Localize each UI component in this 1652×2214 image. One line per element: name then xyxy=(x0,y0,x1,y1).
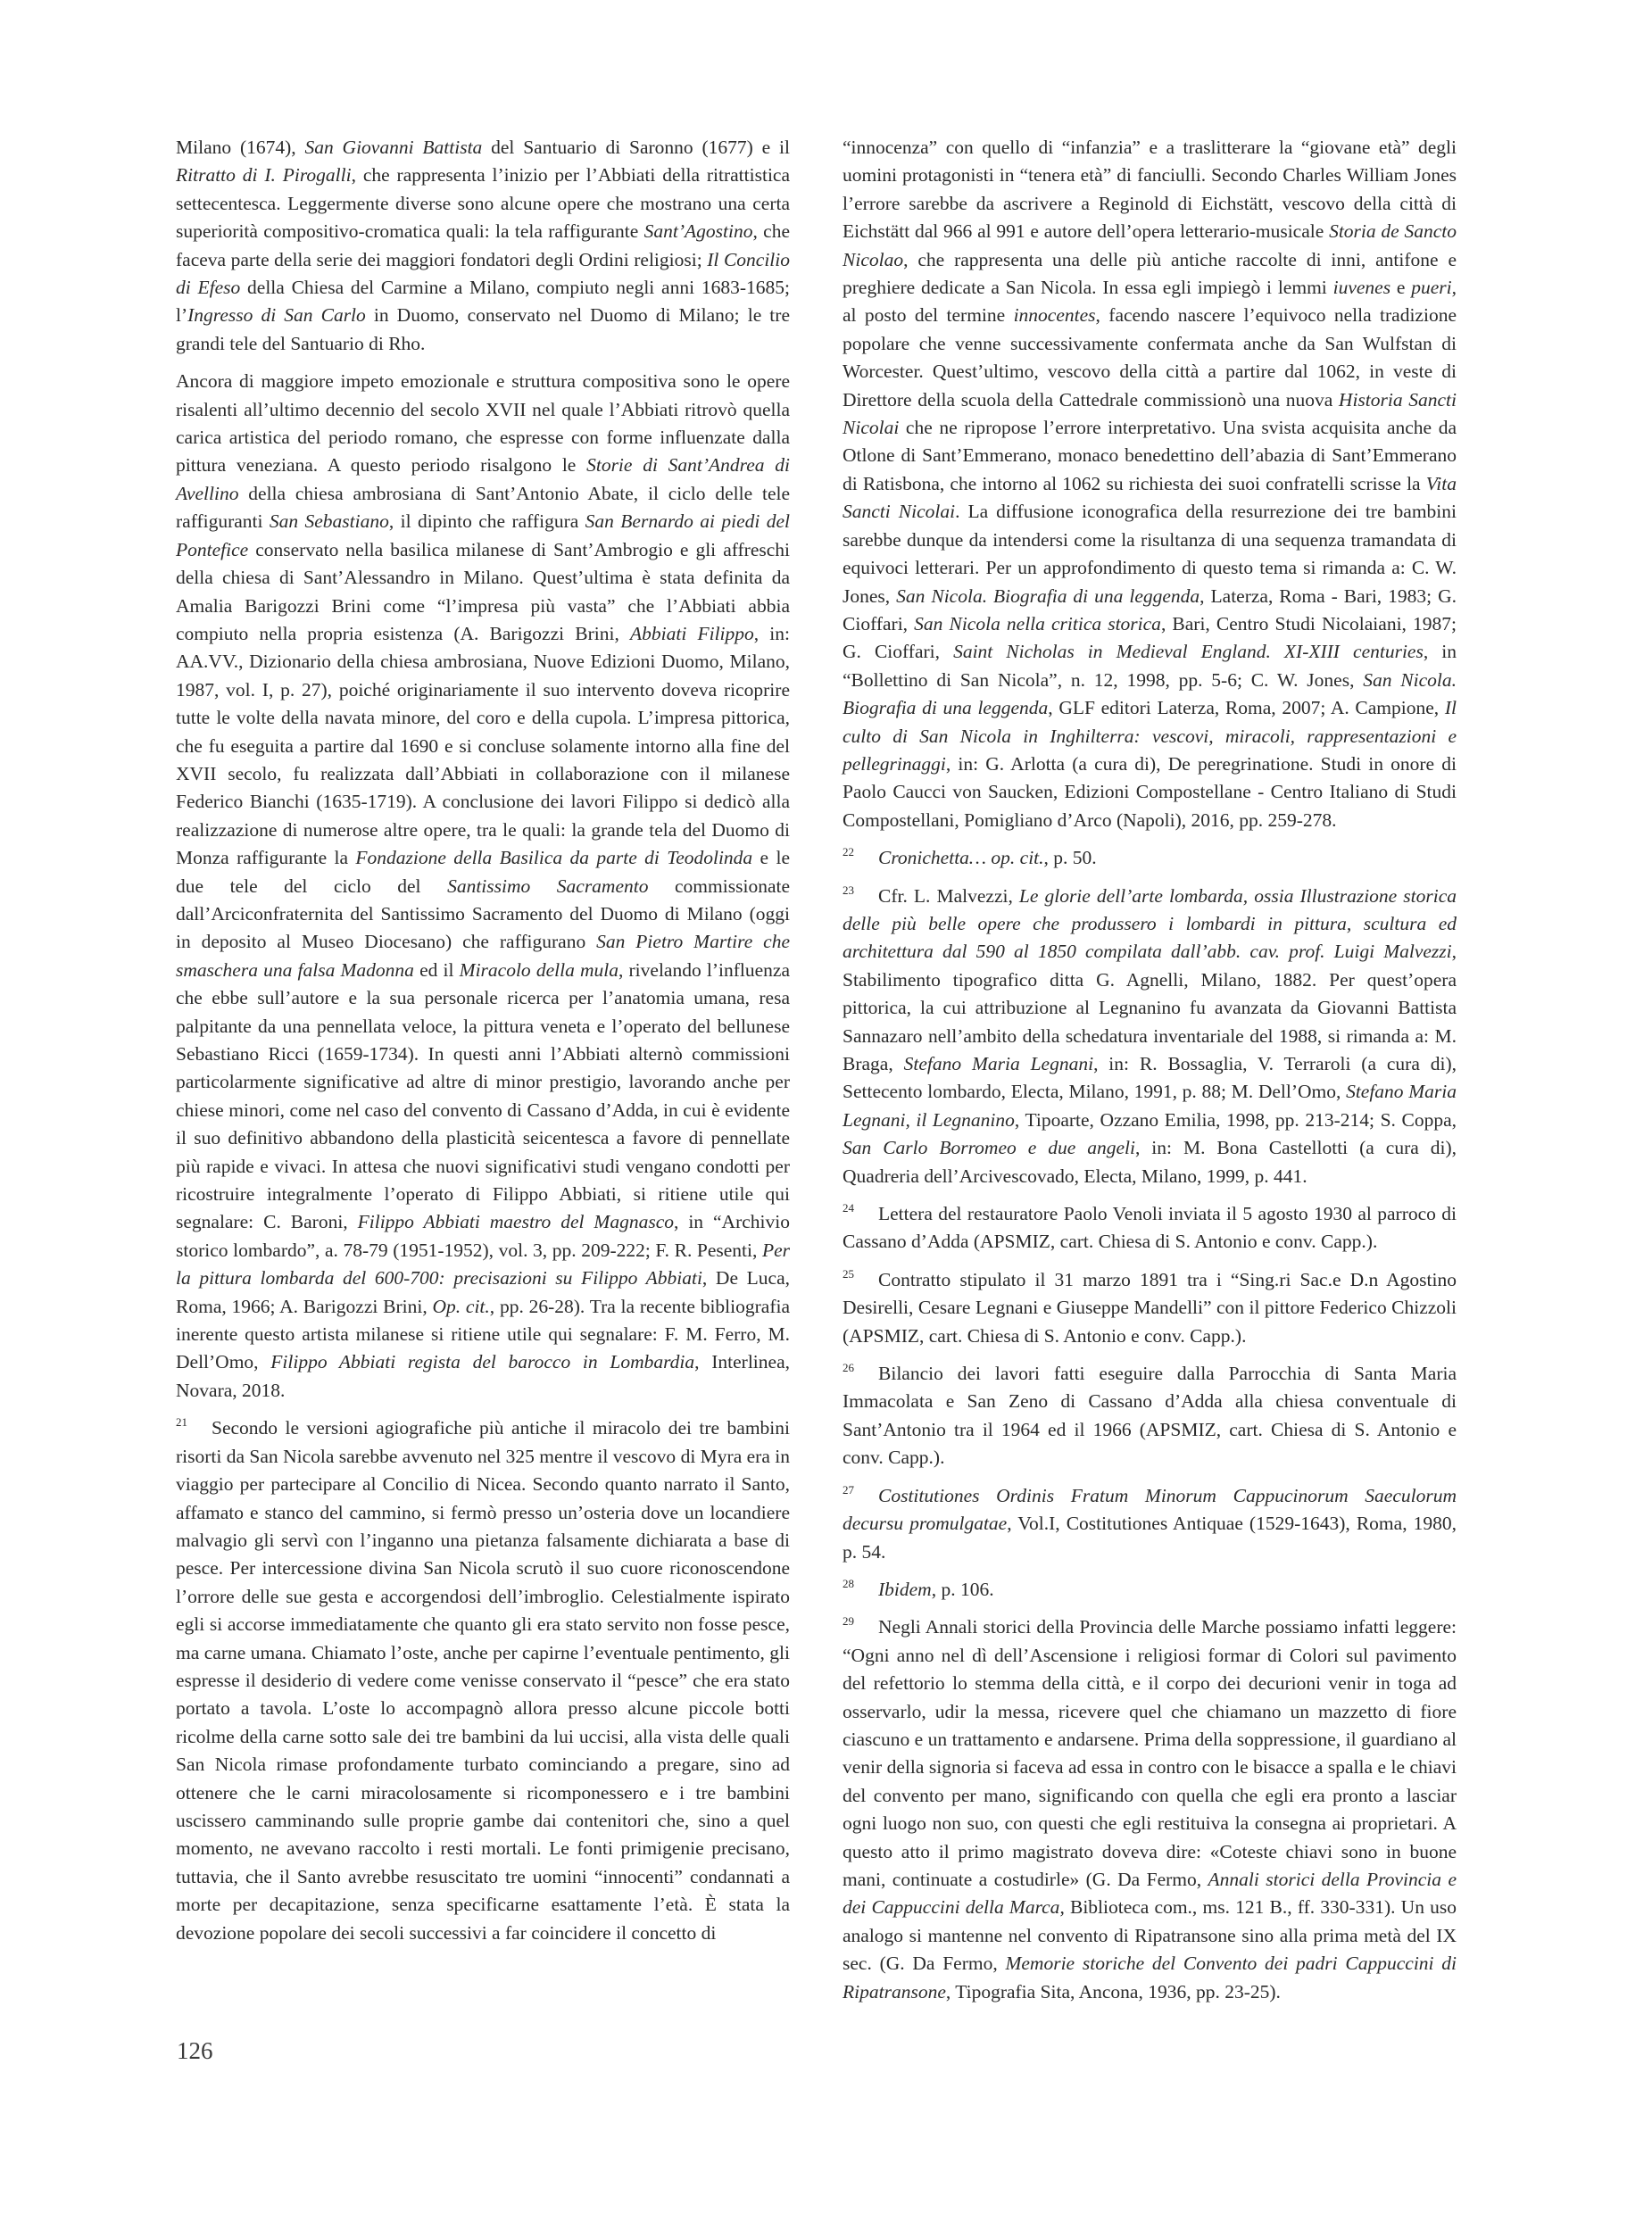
footnote-21: 21 Secondo le versioni agiografiche più antiche il miracolo dei tre bambini risorti da San Nicola sarebbe avvenuto nel 325 mentre il vescovo di Myra era in viaggio per partecipare al Concilio di Nicea. Secondo quanto narrato il Santo, affamato e stanco del cammino, si fermò presso un’osteria dove un locandiere malvagio gli servì con l’inganno una pietanza falsamente dichiarata a base di pesce. Per intercessione divina San Nicola scrutò il suo cuore riconoscendone l’orrore delle sue gesta e accorgendosi dell’imbroglio. Celestialmente ispirato egli si accorse immediatamente che quanto gli era stato servito non fosse pesce, ma carne umana. Chiamato l’oste, anche per capirne l’eventuale pentimento, gli espresse il desiderio di vedere come venisse conservato il “pesce” che era stato portato a tavola. L’oste lo accompagnò allora presso alcune piccole botti ricolme della carne sotto sale dei tre bambini da lui uccisi, alla vista delle quali San Nicola rimase profondamente turbato cominciando a pregare, sino ad ottenere che le carni miracolosamente si ricomponessero e i tre bambini uscissero camminando sulle proprie gambe dai contenitori che, sino a quel momento, ne avevano raccolto i resti mortali. Le fonti primigenie precisano, tuttavia, che il Santo avrebbe resuscitato tre uomini “innocenti” condannati a morte per decapitazione, senza specificarne esattamente l’età. È stata la devozione popolare dei secoli successivi a far coincidere il concetto di xyxy=(176,1415,790,1944)
body-paragraph: “innocenza” con quello di “infanzia” e a traslitterare la “giovane età” degli uomini protagonisti in “tenera età” di fanciulli. Secondo Charles William Jones l’errore sarebbe da ascrivere a Reginold di Eichstätt, vescovo della città di Eichstätt dal 966 al 991 e autore dell’opera letterario-musicale Storia de Sancto Nicolao, che rappresenta una delle più antiche raccolte di inni, antifone e preghiere dedicate a San Nicola. In essa egli impiegò i lemmi iuvenes e pueri, al posto del termine innocentes, facendo nascere l’equivoco nella tradizione popolare che venne successivamente confermata anche da San Wulfstan di Worcester. Quest’ultimo, vescovo della città a partire dal 1062, in veste di Direttore della scuola della Cattedrale commissionò una nuova Historia Sancti Nicolai che ne ripropose l’errore interpretativo. Una svista acquisita anche da Otlone di Sant’Emmerano, monaco benedettino dell’abazia di Sant’Emmerano di Ratisbona, che intorno al 1062 su richiesta dei suoi confratelli scrisse la Vita Sancti Nicolai. La diffusione iconografica della resurrezione dei tre bambini sarebbe dunque da intendersi come la risultanza di una sequenza tramandata di equivoci letterari. Per un approfondimento di questo tema si rimanda a: C. W. Jones, San Nicola. Biografia di una leggenda, Laterza, Roma - Bari, 1983; G. Cioffari, San Nicola nella critica storica, Bari, Centro Studi Nicolaiani, 1987; G. Cioffari, Saint Nicholas in Medieval England. XI-XIII centuries, in “Bollettino di San Nicola”, n. 12, 1998, pp. 5-6; C. W. Jones, San Nicola. Biografia di una leggenda, GLF editori Laterza, Roma, 2007; A. Campione, Il culto di San Nicola in Inghilterra: vescovi, miracoli, rappresentazioni e pellegrinaggi, in: G. Arlotta (a cura di), De peregrinatione. Studi in onore di Paolo Caucci von Saucken, Edizioni Compostellane - Centro Italiano di Studi Compostellani, Pomigliano d’Arco (Napoli), 2016, pp. 259-278. xyxy=(843,137,1457,831)
footnote-text: Contratto stipulato il 31 marzo 1891 tra i “Sing.ri Sac.e D.n Agostino Desirelli, Cesare Legnani e Giuseppe Mandelli” con il pittore Federico Chizzoli (APSMIZ, cart. Chiesa di S. Antonio e conv. Capp.). xyxy=(843,1268,1457,1347)
body-paragraph: Ancora di maggiore impeto emozionale e struttura compositiva sono le opere risalenti all’ultimo decennio del secolo XVII nel quale l’Abbiati ritrovò quella carica artistica del periodo romano, che espresse con forme influenzate dalla pittura veneziana. A questo periodo risalgono le Storie di Sant’Andrea di Avellino della chiesa ambrosiana di Sant’Antonio Abate, il ciclo delle tele raffiguranti San Sebastiano, il dipinto che raffigura San Bernardo ai piedi del Pontefice conservato nella basilica milanese di Sant’Ambrogio e gli affreschi della chiesa di Sant’Alessandro in Milano. Quest’ultima è stata definita da Amalia Barigozzi Brini come “l’impresa più vasta” che l’Abbiati abbia compiuto nella propria esistenza (A. Barigozzi Brini, Abbiati Filippo, in: AA.VV., Dizionario della chiesa ambrosiana, Nuove Edizioni Duomo, Milano, 1987, vol. I, p. 27), poiché originariamente il suo intervento doveva ricoprire tutte le volte della navata minore, del coro e della cupola. L’impresa pittorica, che fu eseguita a partire dal 1690 e si concluse solamente intorno alla fine del XVII secolo, fu realizzata dall’Abbiati in collaborazione con il milanese Federico Bianchi (1635-1719). A conclusione dei lavori Filippo si dedicò alla realizzazione di numerose altre opere, tra le quali: la grande tela del Duomo di Monza raffigurante la Fondazione della Basilica da parte di Teodolinda e le due tele del ciclo del Santissimo Sacramento commissionate dall’Arciconfraternita del Santissimo Sacramento del Duomo di Milano (oggi in deposito al Museo Diocesano) che raffigurano San Pietro Martire che smaschera una falsa Madonna ed il Miracolo della mula, rivelando l’influenza che ebbe sull’autore e la sua personale ricerca per l’anatomia umana, resa palpitante da una pennellata veloce, la pittura veneta e l’operato del bellunese Sebastiano Ricci (1659-1734). In questi anni l’Abbiati alternò commissioni particolarmente significative ad altre di minor prestigio, lavorando anche per chiese minori, come nel caso del convento di Cassano d’Adda, in cui è evidente il suo definitivo abbandono della plasticità seicentesca a favore di pennellate più rapide e vivaci. In attesa che nuovi significativi studi vengano condotti per ricostruire integralmente l’operato di Filippo Abbiati, si ritiene utile qui segnalare: C. Baroni, Filippo Abbiati maestro del Magnasco, in “Archivio storico lombardo”, a. 78-79 (1951-1952), vol. 3, pp. 209-222; F. R. Pesenti, Per la pittura lombarda del 600-700: precisazioni su Filippo Abbiati, De Luca, Roma, 1966; A. Barigozzi Brini, Op. cit., pp. 26-28). Tra la recente bibliografia inerente questo artista milanese si ritiene utile qui segnalare: F. M. Ferro, M. Dell’Omo, Filippo Abbiati regista del barocco in Lombardia, Interlinea, Novara, 2018. xyxy=(176,370,791,1401)
footnote-text: Costitutiones Ordinis Fratum Minorum Cappucinorum Saeculorum decursu promulgatae, Vol.I, Costitutiones Antiquae (1529-1643), Roma, 1980, p. 54. xyxy=(843,1484,1457,1563)
footnote-23: 23 Cfr. L. Malvezzi, Le glorie dell’arte lombarda, ossia Illustrazione storica delle più belle opere che produssero i lombardi in pittura, scultura ed architettura dal 590 al 1850 compilata dall’abb. cav. prof. Luigi Malvezzi, Stabilimento tipografico ditta G. Agnelli, Milano, 1882. Per quest’opera pittorica, la cui attribuzione al Legnanino fu avanzata da Giovanni Battista Sannazaro nell’ambito della schedatura inventariale del 1988, si rimanda a: M. Braga, Stefano Maria Legnani, in: R. Bossaglia, V. Terraroli (a cura di), Settecento lombardo, Electa, Milano, 1991, p. 88; M. Dell’Omo, Stefano Maria Legnani, il Legnanino, Tipoarte, Ozzano Emilia, 1998, pp. 213-214; S. Coppa, San Carlo Borromeo e due angeli, in: M. Bona Castellotti (a cura di), Quadreria dell’Arcivescovado, Electa, Milano, 1999, p. 441. xyxy=(843,883,1457,1187)
footnote-text: Lettera del restauratore Paolo Venoli inviata il 5 agosto 1930 al parroco di Cassano d’Adda (APSMIZ, cart. Chiesa di S. Antonio e conv. Capp.). xyxy=(843,1203,1457,1253)
page-number: 126 xyxy=(177,2037,213,2064)
footnote-text: Cronichetta… op. cit., p. 50. xyxy=(878,847,1097,869)
footnote-29: 29 Negli Annali storici della Provincia delle Marche possiamo infatti leggere: “Ogni anno nel dì dell’Ascensione i religiosi formar di Colori sul pavimento del refettorio lo stemma della città, e il corpo dei decurioni venir in toga ad osservarlo, udir la messa, ricevere quel che chiamano un mazzetto di fiore ciascuno e un trattamento e andarsene. Prima della soppressione, il guardiano al venir della signoria si faceva ad essa in contro con le bisacce a spalla e le chiavi del convento per mano, significando con quella che egli era pronto a lasciar ogni luogo non suo, con questi che egli restituiva la consegna ai proprietari. A questo atto il primo magistrato doveva dire: «Coteste chiavi sono in buone mani, continuate a costudirle» (G. Da Fermo, Annali storici della Provincia e dei Cappuccini della Marca, Biblioteca com., ms. 121 B., ff. 330-331). Un uso analogo si mantenne nel convento di Ripatransone sino alla prima metà del IX sec. (G. Da Fermo, Memorie storiche del Convento dei padri Cappuccini di Ripatransone, Tipografia Sita, Ancona, 1936, pp. 23-25). xyxy=(843,1614,1457,2003)
right-column xyxy=(843,134,1457,2016)
footnote-27: 27 Costitutiones Ordinis Fratum Minorum Cappucinorum Saeculorum decursu promulgatae, Vol.I, Costitutiones Antiquae (1529-1643), Roma, 1980, p. 54. xyxy=(843,1482,1457,1563)
body-paragraph: Milano (1674), San Giovanni Battista del Santuario di Saronno (1677) e il Ritratto di I. Pirogalli, che rappresenta l’inizio per l’Abbiati della ritrattistica settecentesca. Leggermente diverse sono alcune opere che mostrano una certa superiorità compositivo-cromatica quali: la tela raffigurante Sant’Agostino, che faceva parte della serie dei maggiori fondatori degli Ordini religiosi; Il Concilio di Efeso della Chiesa del Carmine a Milano, compiuto negli anni 1683-1685; l’Ingresso di San Carlo in Duomo, conservato nel Duomo di Milano; le tre grandi tele del Santuario di Rho. xyxy=(176,137,791,354)
footnote-26: 26 Bilancio dei lavori fatti eseguire dalla Parrocchia di Santa Maria Immacolata e San Zeno di Cassano d’Adda alla chiesa conventuale di Sant’Antonio tra il 1964 ed il 1966 (APSMIZ, cart. Chiesa di S. Antonio e conv. Capp.). xyxy=(843,1361,1457,1469)
footnote-22: 22 Cronichetta… op. cit., p. 50. xyxy=(843,845,1097,869)
left-column xyxy=(176,134,790,1957)
footnote-text: Negli Annali storici della Provincia delle Marche possiamo infatti leggere: “Ogni anno nel dì dell’Ascensione i religiosi formar di Colori sul pavimento del refettorio lo stemma della città, e il corpo dei decurioni venir in toga ad osservarlo, udir la messa, ricevere quel che chiamano un mazzetto di fiore ciascuno e un trattamento e andarsene. Prima della soppressione, il guardiano al venir della signoria si faceva ad essa in contro con le bisacce a spalla e le chiavi del convento per mano, significando con quella che egli era pronto a lasciar ogni luogo non suo, con questi che egli restituiva la consegna ai proprietari. A questo atto il primo magistrato doveva dire: «Coteste chiavi sono in buone mani, continuate a costudirle» (G. Da Fermo, Annali storici della Provincia e dei Cappuccini della Marca, Biblioteca com., ms. 121 B., ff. 330-331). Un uso analogo si mantenne nel convento di Ripatransone sino alla prima metà del IX sec. (G. Da Fermo, Memorie storiche del Convento dei padri Cappuccini di Ripatransone, Tipografia Sita, Ancona, 1936, pp. 23-25). xyxy=(843,1616,1457,2003)
footnote-28: 28 Ibidem, p. 106. xyxy=(843,1576,994,1600)
footnote-text: Bilancio dei lavori fatti eseguire dalla Parrocchia di Santa Maria Immacolata e San Zeno di Cassano d’Adda alla chiesa conventuale di Sant’Antonio tra il 1964 ed il 1966 (APSMIZ, cart. Chiesa di S. Antonio e conv. Capp.). xyxy=(843,1363,1457,1469)
footnote-text: Secondo le versioni agiografiche più antiche il miracolo dei tre bambini risorti da San Nicola sarebbe avvenuto nel 325 mentre il vescovo di Myra era in viaggio per partecipare al Concilio di Nicea. Secondo quanto narrato il Santo, affamato e stanco del cammino, si fermò presso un’osteria dove un locandiere malvagio gli servì con l’inganno una pietanza falsamente dichiarata a base di pesce. Per intercessione divina San Nicola scrutò il suo cuore riconoscendone l’orrore delle sue gesta e accorgendosi dell’imbroglio. Celestialmente ispirato egli si accorse immediatamente che quanto gli era stato servito non fosse pesce, ma carne umana. Chiamato l’oste, anche per capirne l’eventuale pentimento, gli espresse il desiderio di vedere come venisse conservato il “pesce” che era stato portato a tavola. L’oste lo accompagnò allora presso alcune piccole botti ricolme della carne sotto sale dei tre bambini da lui uccisi, alla vista delle quali San Nicola rimase profondamente turbato cominciando a pregare, sino ad ottenere che le carni miracolosamente si ricomponessero e i tre bambini uscissero camminando sulle proprie gambe dai contenitori che, sino a quel momento, ne avevano raccolto i resti mortali. Le fonti primigenie precisano, tuttavia, che il Santo avrebbe resuscitato tre uomini “innocenti” condannati a morte per decapitazione, senza specificarne esattamente l’età. È stata la devozione popolare dei secoli successivi a far coincidere il concetto di xyxy=(176,1417,790,1944)
footnote-text: Ibidem, p. 106. xyxy=(878,1578,994,1600)
footnote-text: Cfr. L. Malvezzi, Le glorie dell’arte lombarda, ossia Illustrazione storica delle più belle opere che produssero i lombardi in pittura, scultura ed architettura dal 590 al 1850 compilata dall’abb. cav. prof. Luigi Malvezzi, Stabilimento tipografico ditta G. Agnelli, Milano, 1882. Per quest’opera pittorica, la cui attribuzione al Legnanino fu avanzata da Giovanni Battista Sannazaro nell’ambito della schedatura inventariale del 1988, si rimanda a: M. Braga, Stefano Maria Legnani, in: R. Bossaglia, V. Terraroli (a cura di), Settecento lombardo, Electa, Milano, 1991, p. 88; M. Dell’Omo, Stefano Maria Legnani, il Legnanino, Tipoarte, Ozzano Emilia, 1998, pp. 213-214; S. Coppa, San Carlo Borromeo e due angeli, in: M. Bona Castellotti (a cura di), Quadreria dell’Arcivescovado, Electa, Milano, 1999, p. 441. xyxy=(843,884,1457,1187)
footnote-24: 24 Lettera del restauratore Paolo Venoli inviata il 5 agosto 1930 al parroco di Cassano d’Adda (APSMIZ, cart. Chiesa di S. Antonio e conv. Capp.). xyxy=(843,1201,1457,1253)
footnote-25: 25 Contratto stipulato il 31 marzo 1891 tra i “Sing.ri Sac.e D.n Agostino Desirelli, Cesare Legnani e Giuseppe Mandelli” con il pittore Federico Chizzoli (APSMIZ, cart. Chiesa di S. Antonio e conv. Capp.). xyxy=(843,1266,1457,1347)
